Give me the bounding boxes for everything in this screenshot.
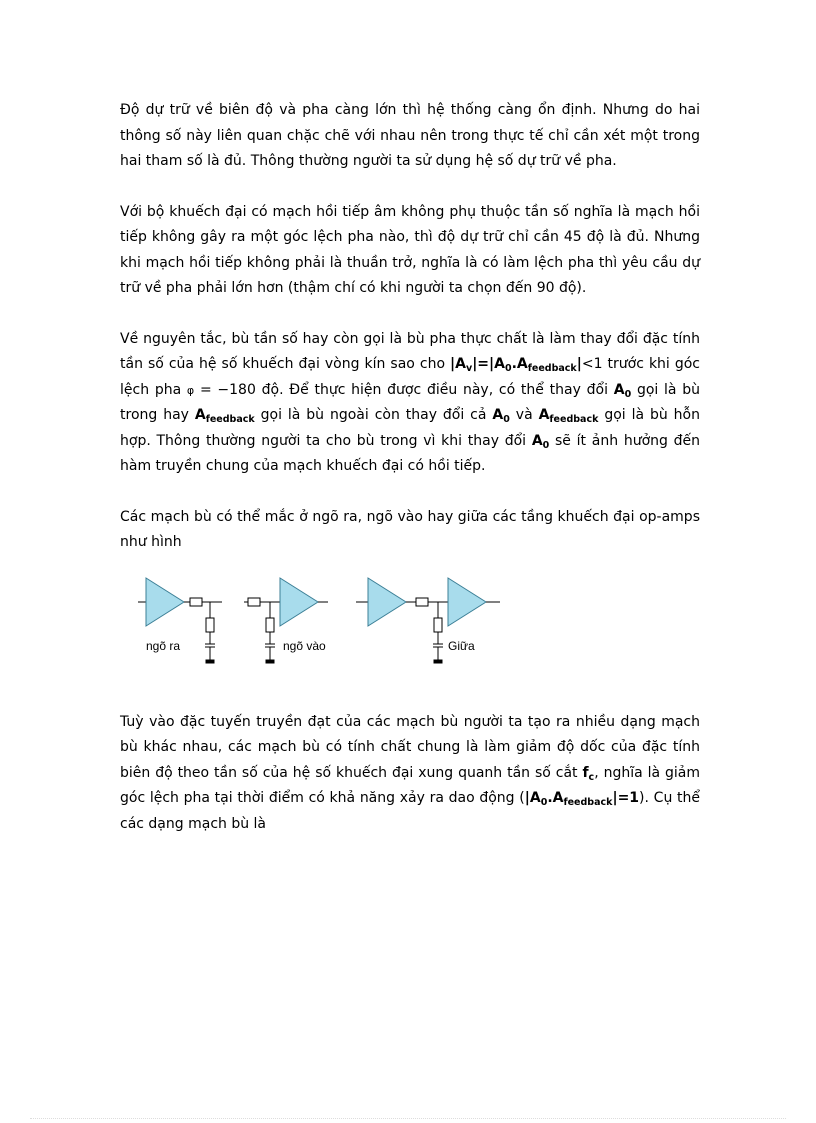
paragraph-compensation-placement: Các mạch bù có thể mắc ở ngõ ra, ngõ vào hay giữa các tầng khuếch đại op-amps như hình: [120, 508, 700, 550]
label-input: ngõ vào: [283, 638, 326, 653]
formula-loop-gain: $|A_v|=|A_0.A_{feedback}|$: [450, 356, 582, 374]
paragraph-negative-feedback: Với bộ khuếch đại có mạch hồi tiếp âm không phụ thuộc tần số nghĩa là mạch hồi tiếp không gây ra một góc lệch pha nào, thì độ dự trữ chỉ cần 45 độ là đủ. Nhưng khi mạch hồi tiếp không phải là thuần trở, nghĩa là có làm lệch pha thì yêu cầu dự trữ về pha phải lớn hơn (thậm chí có khi người ta chọn đến 90 độ).: [120, 203, 700, 296]
paragraph-compensation-principle: Về nguyên tắc, bù tần số hay còn gọi là bù pha thực chất là làm thay đổi đặc tính tần số của hệ số khuếch đại vòng kín sao cho $|A_v|=|A_0.A_{feedback}|<1$ trước khi góc lệch pha φ = −180 độ. Để thực hiện được điều này, có thể thay đổi $A_0$ gọi là bù trong hay $A_{feedback}$ gọi là bù ngoài còn thay đổi cả $A_0$ và $A_{feedback}$ gọi là bù hỗn hợp. Thông thường người ta cho bù trong vì khi thay đổi $A_0$ sẽ ít ảnh hưởng đến hàm truyền chung của mạch khuếch đại có hồi tiếp.: [120, 330, 701, 474]
paragraph-compensation-types: Tuỳ vào đặc tuyến truyền đạt của các mạch bù người ta tạo ra nhiều dạng mạch bù khác nhau, các mạch bù có tính chất chung là làm giảm độ dốc của đặc tính biên độ theo tần số của hệ số khuếch đại xung quanh tần số cắt $f_c$, nghĩa là giảm góc lệch pha tại thời điểm có khả năng xảy ra dao động $(|A_0.A_{feedback}|=1)$. Cụ thể các dạng mạch bù là: [120, 713, 700, 832]
amplifier-triangle: [368, 578, 406, 626]
label-between: Giữa: [448, 638, 475, 653]
circuits-svg: [128, 570, 508, 680]
amplifier-triangle: [280, 578, 318, 626]
paragraph-phase-margin: Độ dự trữ về biên độ và pha càng lớn thì hệ thống càng ổn định. Nhưng do hai thông số này liên quan chặc chẽ với nhau nên trong thực tế chỉ cần xét một trong hai tham số là đủ. Thông thường người ta sử dụng hệ số dự trữ về pha.: [120, 102, 700, 169]
amplifier-triangle: [146, 578, 184, 626]
label-output: ngõ ra: [146, 638, 181, 653]
compensation-circuits-figure: [128, 570, 508, 680]
circuit-between: [356, 578, 500, 663]
amplifier-triangle: [448, 578, 486, 626]
document-page: [120, 98, 700, 837]
page-bottom-rule: [30, 1118, 786, 1119]
